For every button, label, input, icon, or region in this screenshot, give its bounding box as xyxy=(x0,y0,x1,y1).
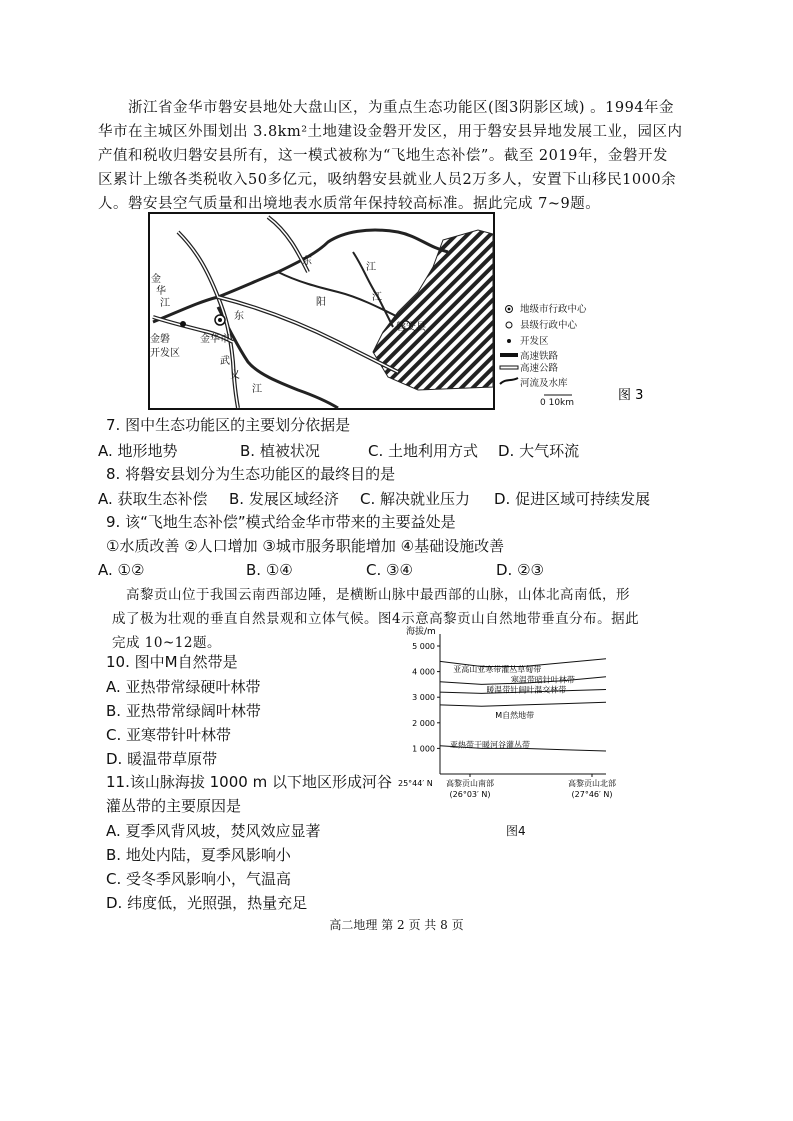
q7-stem: 7. 图中生态功能区的主要划分依据是 xyxy=(106,416,351,434)
q11-option-a[interactable]: A. 夏季风背风坡，焚风效应显著 xyxy=(106,822,321,840)
y-axis-label: 海拔/m xyxy=(406,627,436,637)
figure-3-label: 图 3 xyxy=(618,388,644,403)
figure-4-label: 图4 xyxy=(506,824,526,838)
intro1-line-5: 人。磐安县空气质量和出境地表水质常年保持较高标准。据此完成 7~9题。 xyxy=(98,196,601,212)
map-figure-3 xyxy=(148,212,658,412)
band-label-5: 亚热带干暖河谷灌丛带 xyxy=(449,740,530,750)
scale-label: 0 10km xyxy=(540,398,575,408)
q8-stem: 8. 将磐安县划分为生态功能区的最终目的是 xyxy=(106,465,396,483)
q11-stem-line-1: 11.该山脉海拔 1000 m 以下地区形成河谷 xyxy=(106,773,392,791)
q9-option-c[interactable]: C. ③④ xyxy=(366,561,413,579)
x-label-north-lat: (27°46′ N) xyxy=(571,790,613,799)
intro1-line-4: 区累计上缴各类税收入50多亿元，吸纳磐安县就业人员2万多人，安置下山移民1000余 xyxy=(98,172,677,188)
legend-river: 河流及水库 xyxy=(520,378,568,389)
band-label-1: 亚高山亚寒带灌丛草甸带 xyxy=(453,665,542,675)
y-tick-label: 3 000 xyxy=(412,693,435,703)
legend-county: 县级行政中心 xyxy=(520,320,578,331)
q7-option-b[interactable]: B. 植被状况 xyxy=(240,442,320,460)
map-label-yi: 义 xyxy=(230,370,240,381)
y-tick-label: 1 000 xyxy=(412,744,435,754)
x-label-south: 高黎贡山南部 xyxy=(446,779,494,788)
intro2-line-2: 成了极为壮观的垂直自然景观和立体气候。图4示意高黎贡山自然地带垂直分布。据此 xyxy=(112,611,640,627)
map-label-jiang2: 江 xyxy=(366,262,376,273)
legend-county-icon xyxy=(506,322,512,328)
map-legend xyxy=(500,303,587,408)
map-label-yang: 阳 xyxy=(316,297,326,308)
intro1-line-2: 华市在主城区外围划出 3.8km²土地建设金磐开发区，用于磐安县异地发展工业，园区内 xyxy=(98,124,683,140)
legend-railway-icon xyxy=(500,353,518,357)
legend-zone-icon xyxy=(507,339,511,343)
map-label-dong: 东 xyxy=(302,256,312,267)
q8-option-b[interactable]: B. 发展区域经济 xyxy=(229,490,339,508)
intro2-line-3: 完成 10~12题。 xyxy=(112,635,221,651)
map-label-hua: 华 xyxy=(156,286,166,297)
legend-railway: 高速铁路 xyxy=(520,351,559,362)
q10-option-b[interactable]: B. 亚热带常绿阔叶林带 xyxy=(106,702,261,720)
q8-option-c[interactable]: C. 解决就业压力 xyxy=(360,490,471,508)
page-footer: 高二地理 第 2 页 共 8 页 xyxy=(329,918,464,932)
intro1-line-1: 浙江省金华市磐安县地处大盘山区，为重点生态功能区(图3阴影区域) 。1994年金 xyxy=(128,100,675,116)
band-label-4: M自然地带 xyxy=(495,711,535,721)
q9-items: ①水质改善 ②人口增加 ③城市服务职能增加 ④基础设施改善 xyxy=(106,537,505,555)
jinpan-zone-marker xyxy=(180,321,186,327)
intro1-line-3: 产值和税收归磐安县所有，这一模式被称为“飞地生态补偿”。截至 2019年，金磐开发 xyxy=(98,148,668,164)
q10-option-c[interactable]: C. 亚寒带针叶林带 xyxy=(106,726,232,744)
q7-option-c[interactable]: C. 土地利用方式 xyxy=(368,442,479,460)
map-label-jiang-dy: 江 xyxy=(372,292,382,303)
map-label-jinhua-city: 金华市 xyxy=(200,334,230,345)
x-label-south-lat: (26°03′ N) xyxy=(449,790,491,799)
legend-prefecture: 地级市行政中心 xyxy=(520,304,587,315)
q9-option-a[interactable]: A. ①② xyxy=(98,561,145,579)
legend-highway-icon xyxy=(500,366,518,369)
q10-option-a[interactable]: A. 亚热带常绿硬叶林带 xyxy=(106,678,261,696)
q10-option-d[interactable]: D. 暖温带草原带 xyxy=(106,750,218,768)
map-label-east: 东 xyxy=(234,311,244,322)
figure-4-chart xyxy=(398,624,628,839)
q7-option-a[interactable]: A. 地形地势 xyxy=(98,442,178,460)
q9-option-b[interactable]: B. ①④ xyxy=(246,561,293,579)
q8-option-d[interactable]: D. 促进区域可持续发展 xyxy=(494,490,651,508)
x-label-latitude-start: 25°44′ N xyxy=(398,779,433,788)
q11-option-b[interactable]: B. 地处内陆，夏季风影响小 xyxy=(106,846,291,864)
map-label-wu: 武 xyxy=(220,356,230,367)
legend-zone: 开发区 xyxy=(520,336,549,347)
map-label-jinpan-2: 开发区 xyxy=(150,348,180,359)
intro2-line-1: 高黎贡山位于我国云南西部边陲，是横断山脉中最西部的山脉，山体北高南低，形 xyxy=(126,587,630,603)
q11-option-c[interactable]: C. 受冬季风影响小，气温高 xyxy=(106,870,292,888)
map-label-jin: 金 xyxy=(151,274,161,285)
q9-stem: 9. 该“飞地生态补偿”模式给金华市带来的主要益处是 xyxy=(106,513,456,531)
q8-option-a[interactable]: A. 获取生态补偿 xyxy=(98,490,208,508)
y-tick-label: 5 000 xyxy=(412,642,435,651)
intro-paragraph-1 xyxy=(98,96,698,216)
legend-highway: 高速公路 xyxy=(520,363,559,374)
map-label-panan: 磐安县 xyxy=(396,322,426,333)
legend-river-icon xyxy=(500,378,518,384)
q10-stem: 10. 图中M自然带是 xyxy=(106,653,238,671)
y-tick-label: 4 000 xyxy=(412,667,435,677)
boundary-line-2 xyxy=(440,702,606,706)
map-label-jinpan-1: 金磐 xyxy=(150,334,170,345)
q11-option-d[interactable]: D. 纬度低，光照强，热量充足 xyxy=(106,894,308,912)
map-label-jiang-wy: 江 xyxy=(252,384,262,395)
y-tick-label: 2 000 xyxy=(412,718,435,728)
q9-option-d[interactable]: D. ②③ xyxy=(496,561,544,579)
x-label-north: 高黎贡山北部 xyxy=(568,779,616,788)
q11-stem-line-2: 灌丛带的主要原因是 xyxy=(106,797,242,815)
band-label-2: 寒温带暗针叶林带 xyxy=(510,675,575,685)
q7-option-d[interactable]: D. 大气环流 xyxy=(498,442,580,460)
map-label-jiang1: 江 xyxy=(160,298,170,309)
band-label-3: 暖温带针阔叶混交林带 xyxy=(486,685,567,695)
